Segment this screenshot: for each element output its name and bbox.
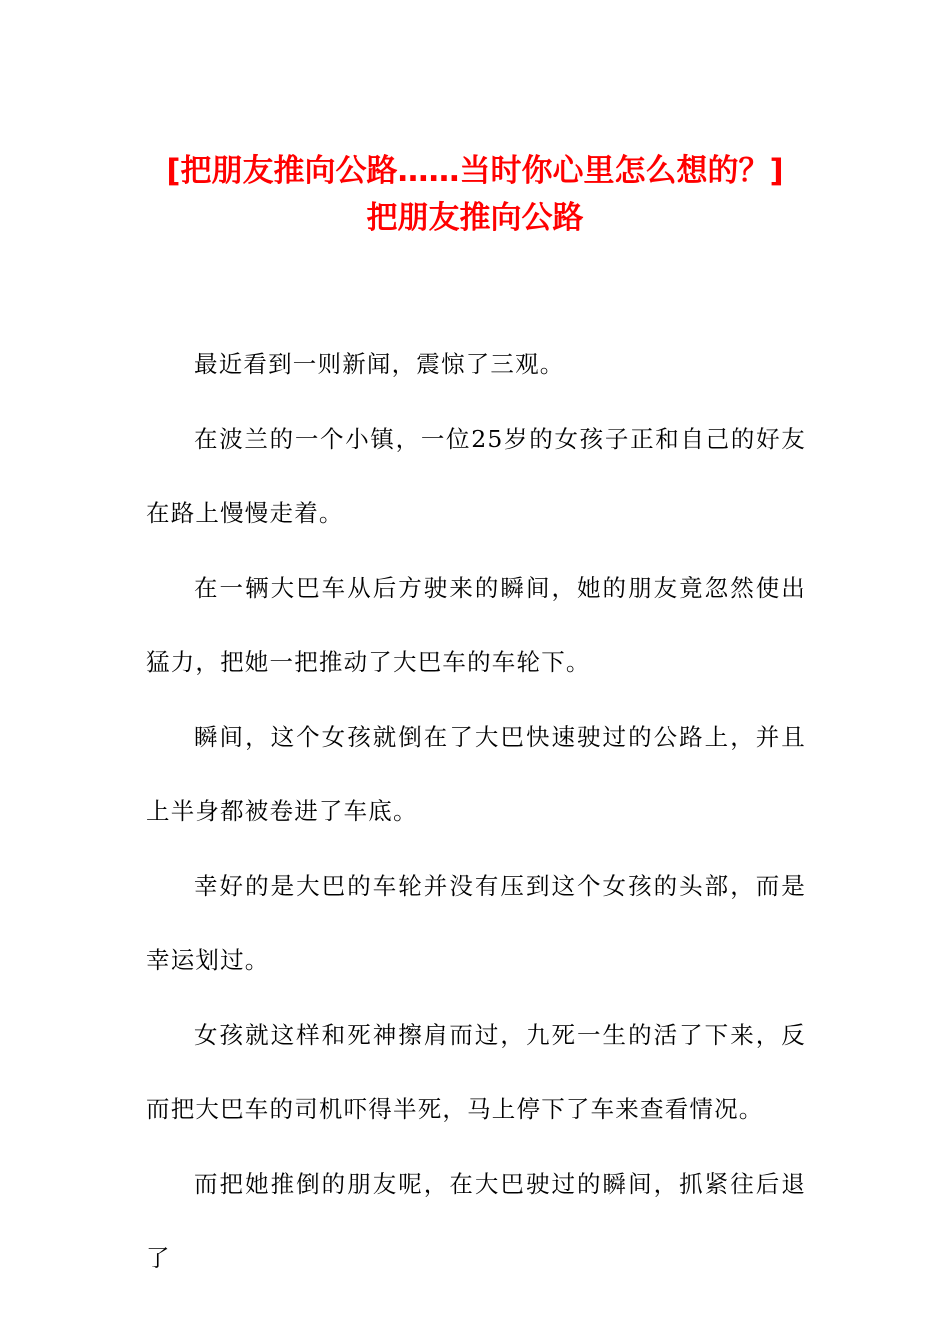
paragraph: 最近看到一则新闻，震惊了三观。 [194,350,565,378]
paragraph: 瞬间，这个女孩就倒在了大巴快速驶过的公路上，并且上半身都被卷进了车底。 [146,722,806,825]
title-line-1: [把朋友推向公路……当时你心里怎么想的？] [166,153,784,189]
paragraph: 幸好的是大巴的车轮并没有压到这个女孩的头部，而是幸运划过。 [146,871,806,974]
paragraph: 在一辆大巴车从后方驶来的瞬间，她的朋友竟忽然使出猛力，把她一把推动了大巴车的车轮下。 [146,573,806,676]
title-line-2: 把朋友推向公路 [366,200,584,236]
paragraph: 在波兰的一个小镇，一位25岁的女孩子正和自己的好友在路上慢慢走着。 [146,424,806,527]
paragraph: 女孩就这样和死神擦肩而过，九死一生的活了下来，反而把大巴车的司机吓得半死，马上停下了车来查看情况。 [146,1020,806,1123]
document-title [0,148,950,242]
article-body [146,327,806,1296]
paragraph: 而把她推倒的朋友呢，在大巴驶过的瞬间，抓紧往后退了 [146,1169,806,1272]
